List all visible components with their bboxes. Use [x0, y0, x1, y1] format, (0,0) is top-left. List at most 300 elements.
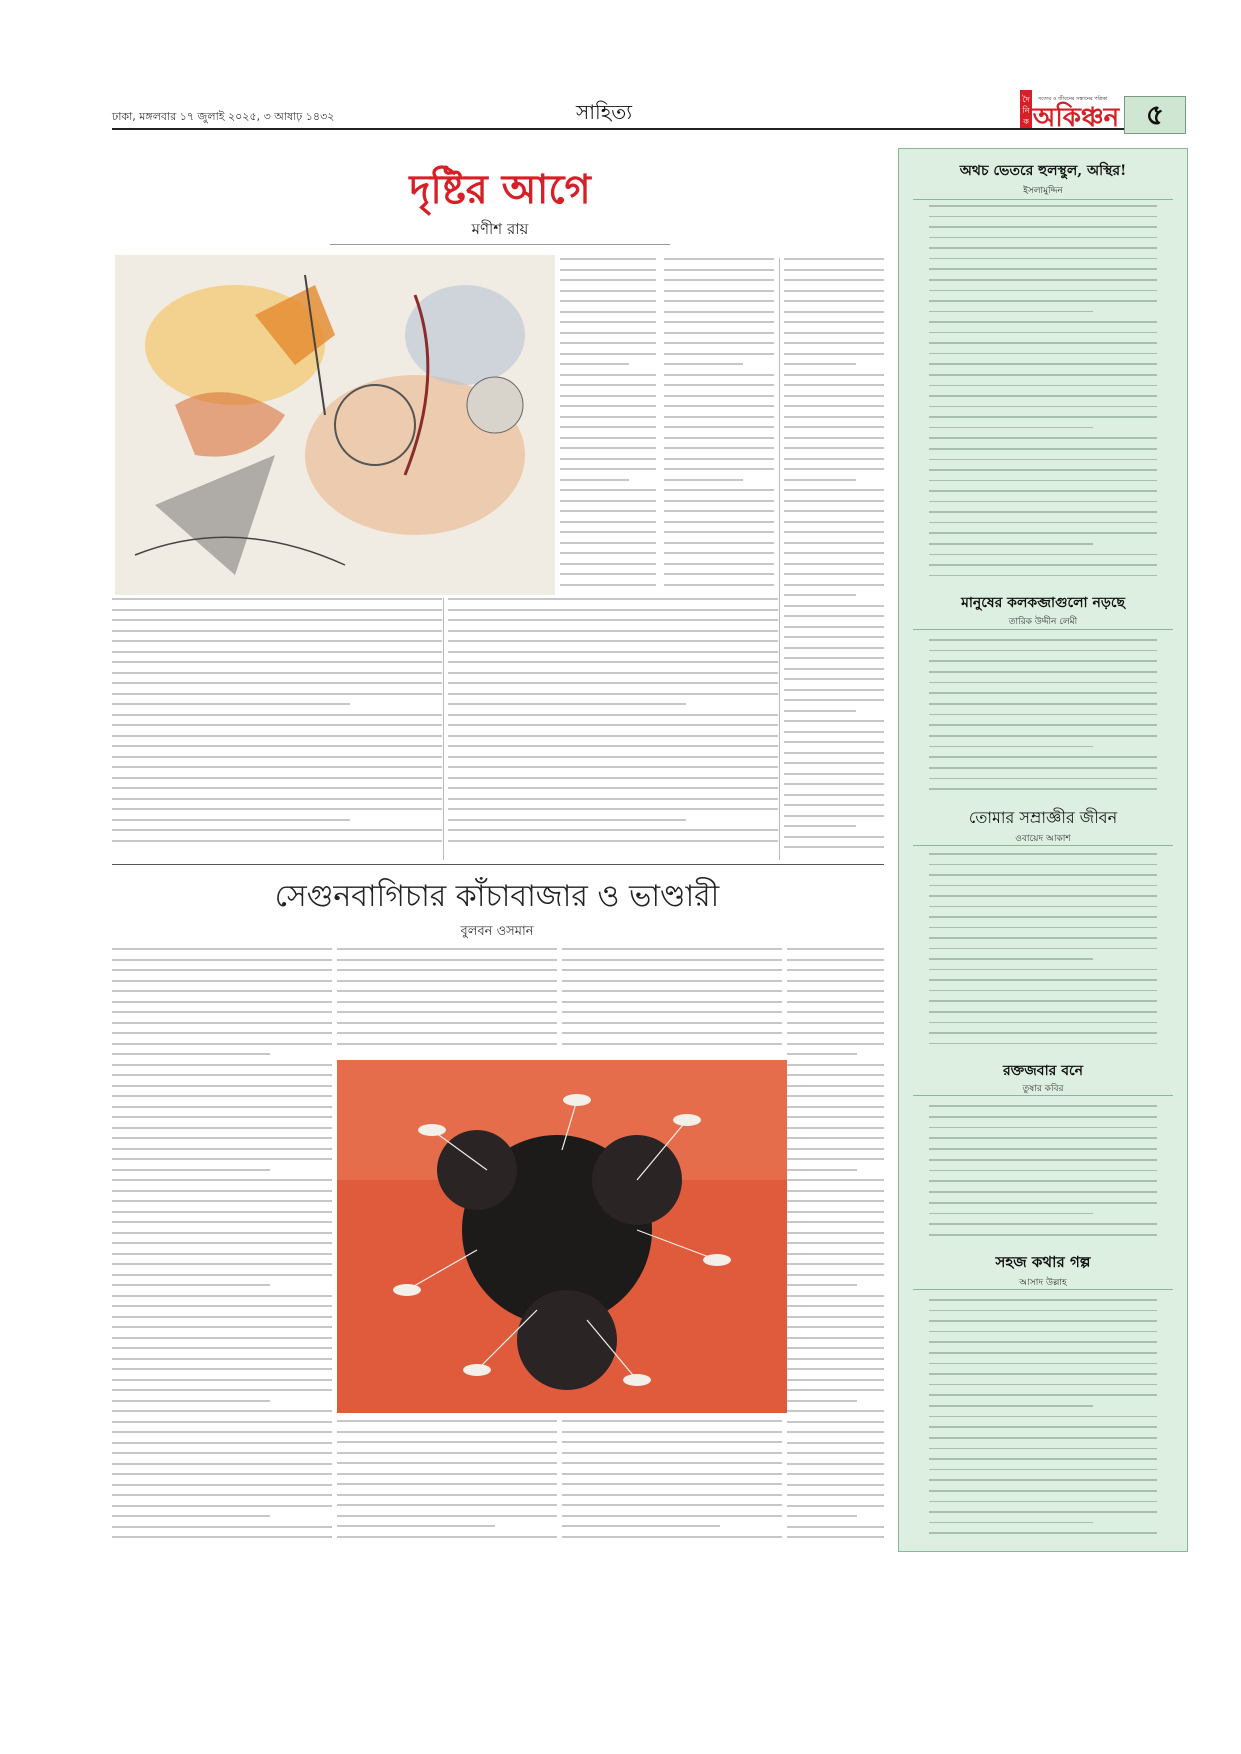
poem-text: [929, 1105, 1157, 1245]
text-line: [929, 1310, 1157, 1312]
text-line: [784, 479, 856, 481]
text-line: [784, 269, 884, 271]
text-line: [929, 1532, 1157, 1534]
text-line: [929, 1511, 1157, 1513]
text-line: [929, 958, 1093, 960]
text-line: [337, 969, 557, 971]
poetry-sidebar: [898, 148, 1188, 1552]
text-line: [787, 1001, 884, 1003]
story-title: দৃষ্টির আগে: [409, 166, 591, 213]
text-line: [784, 552, 884, 554]
text-line: [784, 626, 884, 628]
text-line: [929, 778, 1157, 780]
text-line: [664, 321, 774, 323]
text-line: [929, 1479, 1157, 1481]
text-line: [929, 522, 1157, 524]
text-line: [787, 1484, 884, 1486]
story-author: মণীশ রায়: [471, 220, 529, 238]
text-line: [929, 853, 1157, 855]
text-line: [787, 1095, 884, 1097]
text-line: [929, 501, 1157, 503]
text-line: [560, 300, 656, 302]
text-line: [787, 1284, 857, 1286]
text-line: [664, 542, 774, 544]
text-line: [562, 1431, 782, 1433]
text-line: [112, 980, 332, 982]
poem-rule: [913, 199, 1173, 200]
text-line: [112, 693, 442, 695]
text-line: [784, 353, 884, 355]
text-line: [784, 699, 884, 701]
text-line: [929, 948, 1157, 950]
text-line: [112, 609, 442, 611]
text-line: [929, 906, 1157, 908]
text-line: [448, 619, 778, 621]
text-line: [929, 650, 1157, 652]
text-line: [929, 1105, 1157, 1107]
text-line: [929, 374, 1157, 376]
text-line: [112, 756, 442, 758]
text-line: [112, 1274, 332, 1276]
text-line: [929, 682, 1157, 684]
text-line: [337, 1032, 557, 1034]
text-line: [787, 1190, 884, 1192]
text-line: [112, 1074, 332, 1076]
text-line: [562, 1452, 782, 1454]
text-line: [787, 1368, 884, 1370]
text-line: [112, 1505, 332, 1507]
text-line: [929, 385, 1157, 387]
text-line: [562, 1011, 782, 1013]
text-line: [112, 1232, 332, 1234]
text-line: [112, 1305, 332, 1307]
text-line: [112, 1032, 332, 1034]
text-line: [929, 300, 1157, 302]
text-line: [562, 1504, 782, 1506]
text-line: [787, 1515, 857, 1517]
text-line: [112, 1484, 332, 1486]
text-line: [929, 1320, 1157, 1322]
text-line: [664, 426, 774, 428]
text-line: [784, 573, 884, 575]
text-line: [787, 1116, 884, 1118]
text-line: [784, 458, 884, 460]
text-line: [560, 479, 629, 481]
text-line: [787, 1085, 884, 1087]
text-line: [112, 1022, 332, 1024]
text-line: [337, 1043, 557, 1045]
poem-rule: [913, 629, 1173, 630]
text-line: [337, 980, 557, 982]
text-line: [929, 1022, 1157, 1024]
text-line: [560, 447, 656, 449]
text-line: [929, 1299, 1157, 1301]
text-line: [784, 416, 884, 418]
text-line: [664, 311, 774, 313]
text-line: [787, 948, 884, 950]
text-line: [929, 1234, 1157, 1236]
text-line: [787, 1221, 884, 1223]
text-line: [929, 724, 1157, 726]
text-line: [337, 1515, 557, 1517]
text-line: [664, 500, 774, 502]
text-line: [784, 836, 884, 838]
text-line: [560, 458, 656, 460]
text-line: [112, 672, 442, 674]
text-line: [784, 342, 884, 344]
text-line: [784, 521, 884, 523]
text-line: [560, 468, 656, 470]
text-line: [112, 1221, 332, 1223]
text-line: [560, 563, 656, 565]
text-line: [337, 1420, 557, 1422]
text-line: [929, 1011, 1157, 1013]
text-line: [664, 563, 774, 565]
text-line: [112, 1053, 270, 1055]
text-line: [560, 552, 656, 554]
text-line: [560, 311, 656, 313]
story2-text-col1: [112, 948, 332, 1548]
text-line: [929, 1373, 1157, 1375]
text-line: [787, 1526, 884, 1528]
text-line: [337, 948, 557, 950]
text-line: [784, 258, 884, 260]
text-line: [929, 1000, 1157, 1002]
story1-text-col3: [784, 258, 884, 860]
text-line: [112, 724, 442, 726]
text-line: [664, 458, 774, 460]
poem-text: [929, 205, 1157, 585]
text-line: [337, 1536, 557, 1538]
story-author: বুলবন ওসমান: [460, 924, 534, 939]
text-line: [337, 1001, 557, 1003]
text-line: [112, 1442, 332, 1444]
text-line: [560, 269, 656, 271]
text-line: [112, 1358, 332, 1360]
text-line: [929, 353, 1157, 355]
text-line: [664, 300, 774, 302]
poem-title: সহজ কথার গল্প: [995, 1253, 1091, 1271]
text-line: [112, 1179, 332, 1181]
text-line: [448, 714, 778, 716]
text-line: [112, 840, 442, 842]
text-line: [929, 874, 1157, 876]
text-line: [112, 1431, 332, 1433]
text-line: [112, 829, 442, 831]
text-line: [112, 766, 442, 768]
text-line: [929, 864, 1157, 866]
text-line: [784, 636, 884, 638]
text-line: [448, 745, 778, 747]
text-line: [112, 1169, 270, 1171]
text-line: [337, 1525, 495, 1527]
text-line: [560, 510, 656, 512]
text-line: [112, 1368, 332, 1370]
text-line: [664, 405, 774, 407]
poem-text: [929, 639, 1157, 799]
text-line: [560, 395, 656, 397]
text-line: [929, 226, 1157, 228]
story1-text-col2: [448, 598, 778, 860]
text-line: [664, 269, 774, 271]
text-line: [784, 594, 856, 596]
text-line: [664, 258, 774, 260]
text-line: [929, 788, 1157, 790]
text-line: [784, 615, 884, 617]
text-line: [929, 543, 1093, 545]
text-line: [560, 342, 656, 344]
text-line: [929, 703, 1157, 705]
text-line: [112, 1526, 332, 1528]
text-line: [448, 703, 686, 705]
text-line: [787, 1379, 884, 1381]
text-line: [787, 1011, 884, 1013]
text-line: [664, 521, 774, 523]
text-line: [929, 427, 1093, 429]
text-line: [787, 1137, 884, 1139]
text-line: [787, 1127, 884, 1129]
text-line: [929, 268, 1157, 270]
text-line: [337, 1504, 557, 1506]
text-line: [929, 692, 1157, 694]
text-line: [787, 1358, 884, 1360]
text-line: [929, 1180, 1157, 1182]
text-line: [112, 1473, 332, 1475]
text-line: [664, 374, 774, 376]
text-line: [784, 804, 884, 806]
text-line: [784, 584, 884, 586]
text-line: [562, 1473, 782, 1475]
story1-text-col2-upper: [664, 258, 774, 594]
text-line: [929, 1458, 1157, 1460]
text-line: [787, 1032, 884, 1034]
poem-title: অথচ ভেতরে হুলস্থুল, অস্থির!: [959, 163, 1127, 179]
story-separator: [112, 864, 884, 865]
text-line: [929, 1159, 1157, 1161]
text-line: [560, 405, 656, 407]
text-line: [448, 640, 778, 642]
text-line: [112, 714, 442, 716]
text-line: [664, 584, 774, 586]
text-line: [787, 1295, 884, 1297]
text-line: [929, 1170, 1157, 1172]
text-line: [112, 1095, 332, 1097]
story1-text-col1: [112, 598, 442, 860]
text-line: [929, 1116, 1157, 1118]
text-line: [112, 808, 442, 810]
text-line: [112, 1242, 332, 1244]
text-line: [784, 300, 884, 302]
text-line: [784, 825, 856, 827]
text-line: [664, 447, 774, 449]
text-line: [929, 1137, 1157, 1139]
text-line: [664, 363, 743, 365]
text-line: [929, 937, 1157, 939]
text-line: [562, 1515, 782, 1517]
text-line: [112, 1494, 332, 1496]
text-line: [448, 682, 778, 684]
text-line: [929, 258, 1157, 260]
text-line: [787, 1463, 884, 1465]
text-line: [448, 829, 778, 831]
story-title: সেগুনবাগিচার কাঁচাবাজার ও ভাণ্ডারী: [274, 879, 720, 914]
text-line: [560, 531, 656, 533]
text-line: [112, 661, 442, 663]
text-line: [448, 598, 778, 600]
text-line: [929, 448, 1157, 450]
text-line: [784, 720, 884, 722]
text-line: [112, 1001, 332, 1003]
text-line: [784, 773, 884, 775]
poem-rule: [913, 1289, 1173, 1290]
text-line: [562, 1043, 782, 1045]
text-line: [929, 290, 1157, 292]
text-line: [664, 437, 774, 439]
text-line: [337, 990, 557, 992]
text-line: [787, 1389, 884, 1391]
title-rule: [330, 244, 670, 245]
text-line: [112, 1200, 332, 1202]
text-line: [448, 819, 686, 821]
text-line: [784, 311, 884, 313]
text-line: [112, 1211, 332, 1213]
text-line: [664, 279, 774, 281]
text-line: [784, 752, 884, 754]
text-line: [112, 1137, 332, 1139]
text-line: [929, 979, 1157, 981]
text-line: [664, 290, 774, 292]
text-line: [562, 1001, 782, 1003]
text-line: [664, 332, 774, 334]
text-line: [929, 237, 1157, 239]
text-line: [784, 741, 884, 743]
text-line: [560, 426, 656, 428]
text-line: [112, 1337, 332, 1339]
text-line: [337, 1441, 557, 1443]
text-line: [112, 969, 332, 971]
text-line: [929, 735, 1157, 737]
text-line: [448, 724, 778, 726]
text-line: [112, 735, 442, 737]
text-line: [929, 342, 1157, 344]
text-line: [560, 321, 656, 323]
text-line: [448, 756, 778, 758]
text-line: [112, 1043, 332, 1045]
text-line: [929, 395, 1157, 397]
text-line: [448, 777, 778, 779]
text-line: [929, 1469, 1157, 1471]
text-line: [929, 532, 1157, 534]
text-line: [787, 1473, 884, 1475]
text-line: [784, 489, 884, 491]
svg-text:নি: নি: [1022, 106, 1030, 115]
text-line: [560, 374, 656, 376]
story2-text-col2-bottom: [337, 1420, 557, 1548]
text-line: [112, 787, 442, 789]
text-line: [787, 1400, 857, 1402]
text-line: [784, 395, 884, 397]
text-line: [787, 1410, 884, 1412]
text-line: [112, 619, 442, 621]
text-line: [664, 468, 774, 470]
text-line: [787, 1232, 884, 1234]
text-line: [787, 980, 884, 982]
text-line: [337, 1011, 557, 1013]
text-line: [784, 689, 884, 691]
text-line: [784, 542, 884, 544]
text-line: [562, 1420, 782, 1422]
text-line: [784, 668, 884, 670]
text-line: [448, 798, 778, 800]
text-line: [112, 1421, 332, 1423]
text-line: [337, 959, 557, 961]
text-line: [787, 1064, 884, 1066]
story-illustration: [115, 255, 555, 595]
text-line: [929, 321, 1157, 323]
svg-text:ক: ক: [1023, 117, 1029, 126]
text-line: [929, 247, 1157, 249]
text-line: [562, 959, 782, 961]
text-line: [787, 1022, 884, 1024]
text-line: [112, 1148, 332, 1150]
text-line: [929, 1416, 1157, 1418]
text-line: [784, 783, 884, 785]
text-line: [787, 1421, 884, 1423]
text-line: [787, 1242, 884, 1244]
text-line: [784, 279, 884, 281]
text-line: [337, 1473, 557, 1475]
poem-title: রক্তজবার বনে: [1002, 1063, 1084, 1079]
column-divider: [443, 598, 444, 860]
text-line: [112, 959, 332, 961]
text-line: [787, 1106, 884, 1108]
text-line: [448, 630, 778, 632]
text-line: [112, 1263, 332, 1265]
text-line: [784, 531, 884, 533]
text-line: [664, 384, 774, 386]
text-line: [562, 1483, 782, 1485]
poem-author: তারিক উদ্দীন লেমী: [1008, 617, 1078, 627]
story1-text-col1-upper: [560, 258, 656, 594]
text-line: [929, 1426, 1157, 1428]
text-line: [929, 895, 1157, 897]
poem-rule: [913, 845, 1173, 846]
text-line: [112, 598, 442, 600]
text-line: [784, 290, 884, 292]
text-line: [929, 216, 1157, 218]
text-line: [929, 480, 1157, 482]
text-line: [929, 1191, 1157, 1193]
story2-text-col3-top: [562, 948, 782, 1056]
page-number: ৫: [1124, 96, 1186, 134]
text-line: [112, 1284, 270, 1286]
text-line: [337, 1431, 557, 1433]
text-line: [787, 1442, 884, 1444]
text-line: [929, 363, 1157, 365]
text-line: [112, 1106, 332, 1108]
poem-title: মানুষের কলকব্জাগুলো নড়ছে: [961, 595, 1125, 611]
text-line: [784, 426, 884, 428]
text-line: [929, 1127, 1157, 1129]
text-line: [112, 1389, 332, 1391]
text-line: [784, 657, 884, 659]
text-line: [448, 609, 778, 611]
text-line: [787, 1536, 884, 1538]
text-line: [562, 948, 782, 950]
text-line: [560, 290, 656, 292]
text-line: [787, 1179, 884, 1181]
text-line: [112, 630, 442, 632]
